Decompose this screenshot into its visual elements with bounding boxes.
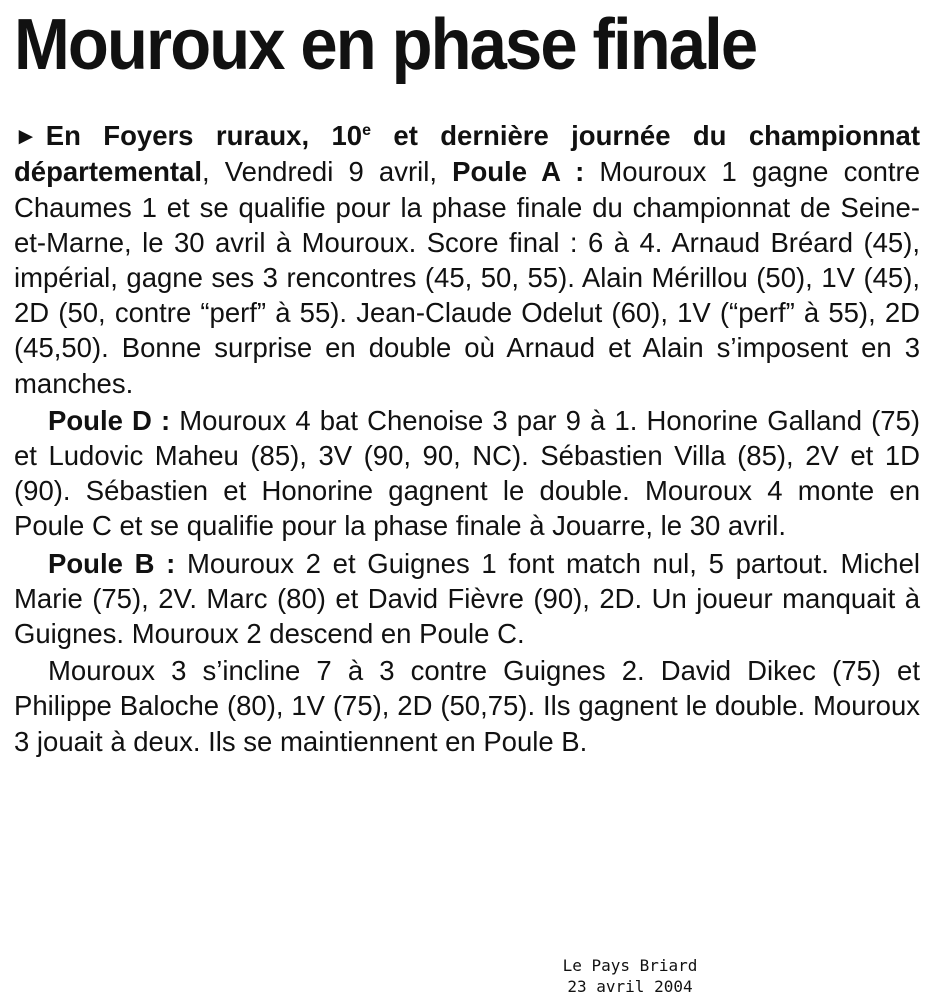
mouroux-3-text: Mouroux 3 s’incline 7 à 3 contre Guignes 2. David Dikec (75) et Philippe Baloche (80), 1V (75), 2D (50,75). Ils gagnent le double. Mouroux 3 jouait à deux. Ils se maintiennent en Poule B. [14,655,920,757]
poule-b-label: Poule B : [48,547,176,579]
arrow-bullet-icon: ► [14,123,38,151]
paragraph-mouroux-3 [14,653,920,759]
intro-lead-text: En Foyers ruraux, 10 [45,120,363,152]
poule-d-text: Mouroux 4 bat Chenoise 3 par 9 à 1. Honorine Galland (75) et Ludovic Maheu (85), 3V (90, 90, NC). Sébastien Villa (85), 2V et 1D (90). Sébastien et Honorine gagnent le double. Mouroux 4 monte en Poule C et se qualifie pour la phase finale à Jouarre, le 30 avril. [14,404,921,542]
paragraph-poule-a [14,113,920,401]
article-body [14,113,920,761]
poule-d-label: Poule D : [48,404,171,436]
headline: Mouroux en phase finale [14,5,757,85]
intro-lead-rest: et dernière journée du championnat départemental [14,120,920,188]
paragraph-poule-b [14,546,920,652]
ordinal-suffix: e [362,122,371,139]
source-stamp [500,955,760,997]
source-publication: Le Pays Briard [562,956,698,975]
intro-date: , Vendredi 9 avril, [201,156,453,188]
paragraph-poule-d [14,403,920,544]
poule-a-text: Mouroux 1 gagne contre Chaumes 1 et se qualifie pour la phase finale du championnat de Seine-et-Marne, le 30 avril à Mouroux. Score final : 6 à 4. Arnaud Bréard (45), impérial, gagne ses 3 rencontres (45, 50, 55). Alain Mérillou (50), 1V (45), 2D (50, contre “perf” à 55). Jean-Claude Odelut (60), 1V (“perf” à 55), 2D (45,50). Bonne surprise en double où Arnaud et Alain s’imposent en 3 manches. [14,156,920,399]
poule-b-text: Mouroux 2 et Guignes 1 font match nul, 5 partout. Michel Marie (75), 2V. Marc (80) et David Fièvre (90), 2D. Un joueur manquait à Guignes. Mouroux 2 descend en Poule C. [14,547,921,649]
poule-a-label: Poule A : [452,156,585,188]
source-date: 23 avril 2004 [567,977,693,996]
